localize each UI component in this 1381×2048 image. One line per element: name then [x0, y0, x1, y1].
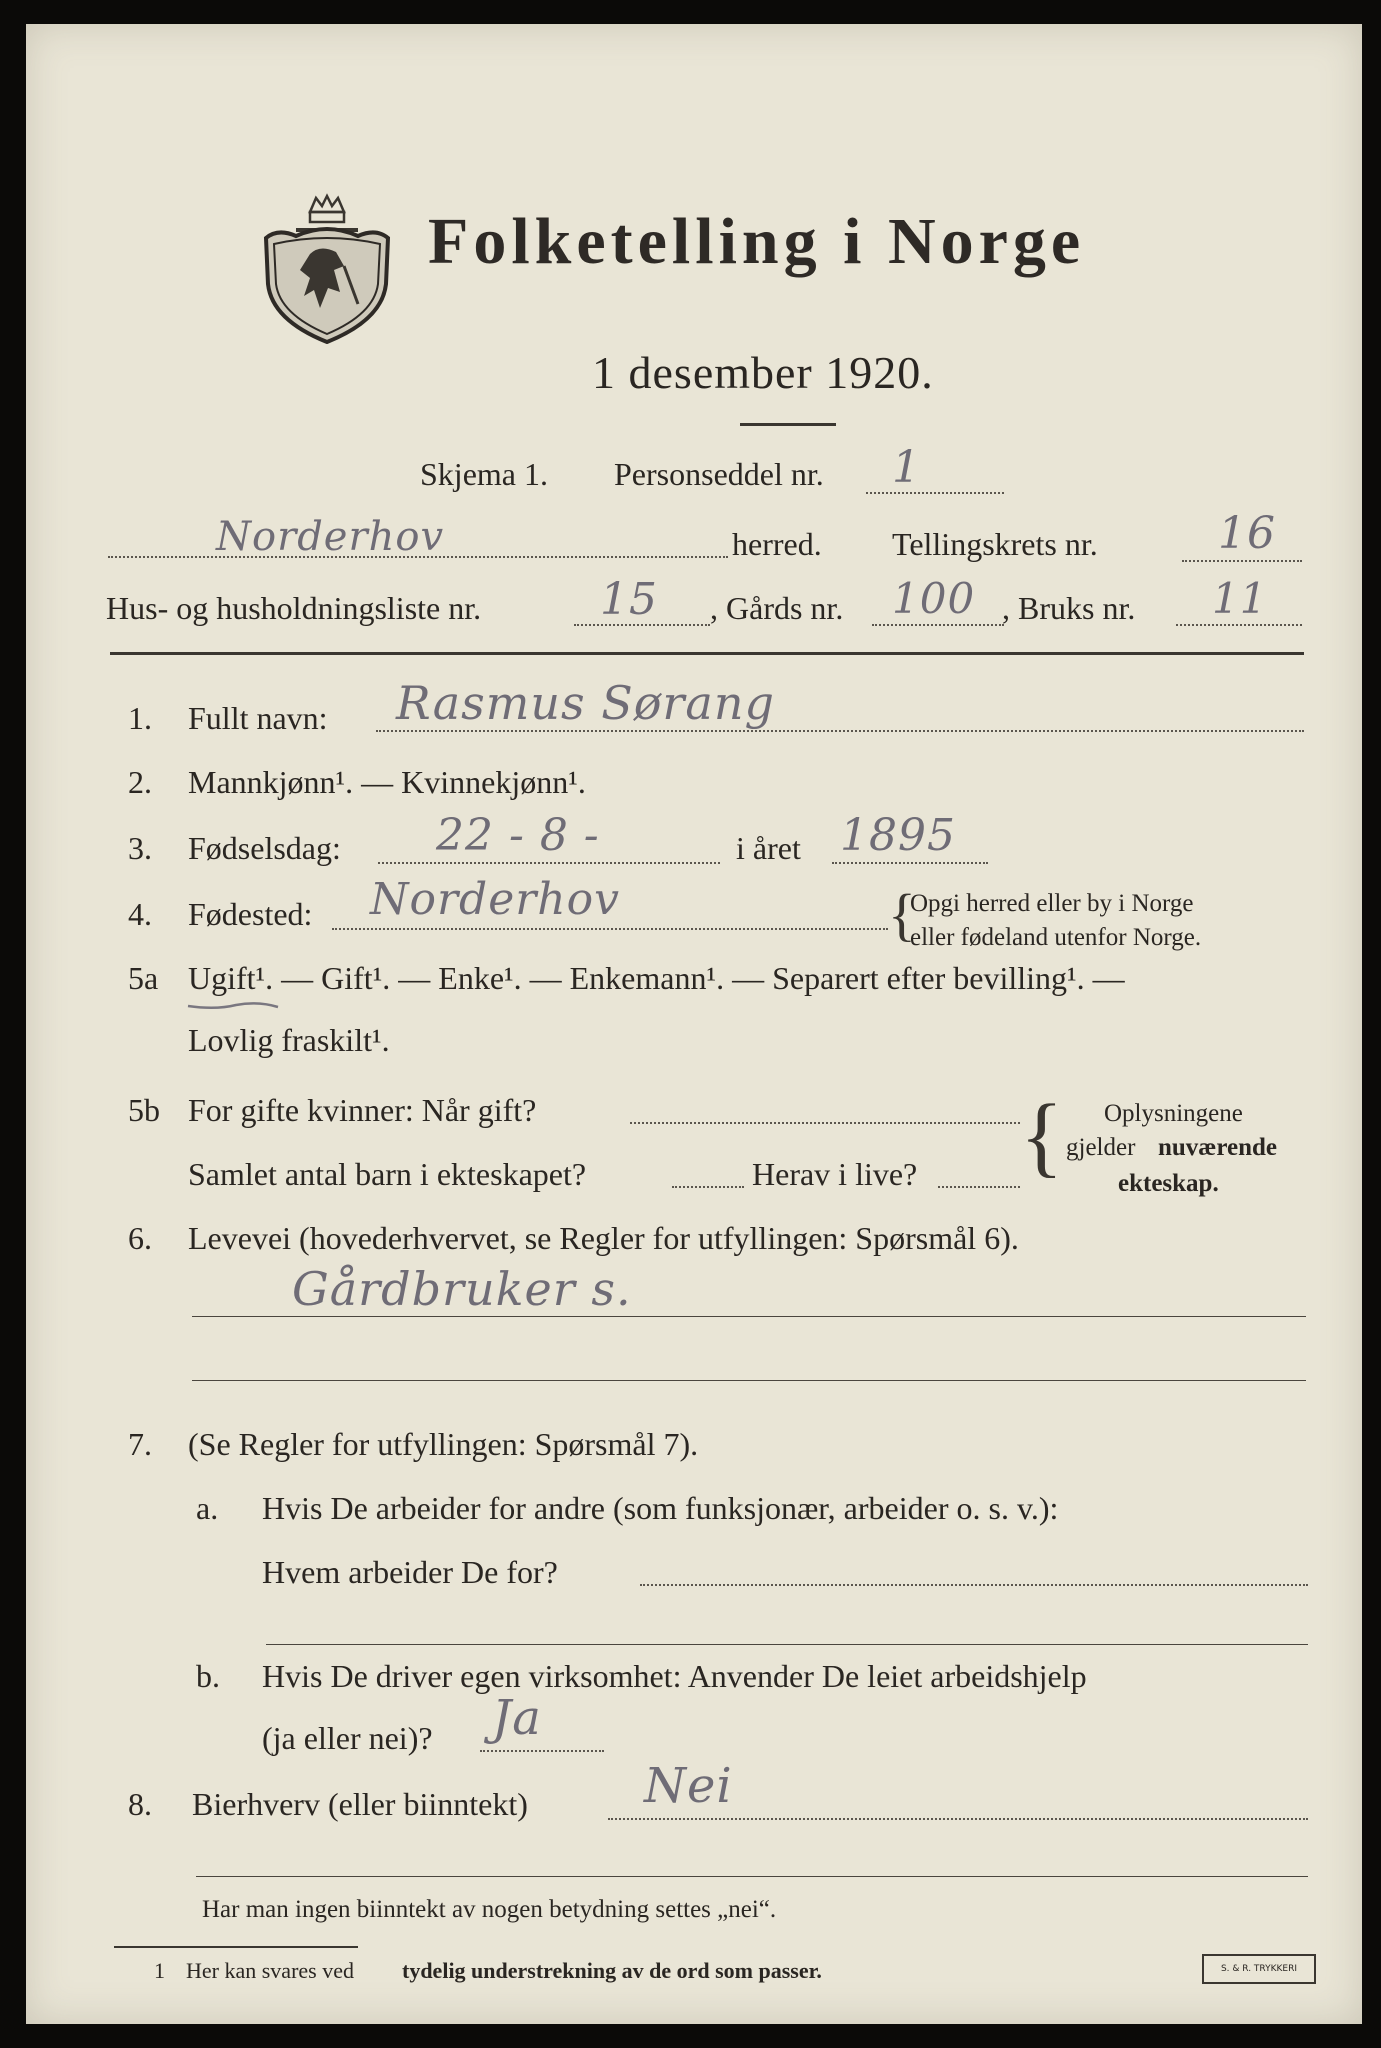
husliste-value: 15: [600, 574, 658, 625]
q7a-question: Hvis De arbeider for andre (som funksjonær, arbeider o. s. v.):: [262, 1490, 1059, 1526]
q4-label: Fødested:: [188, 896, 313, 932]
herred-label: herred.: [732, 526, 822, 562]
q5b-number: 5b: [128, 1092, 160, 1128]
birthday-field[interactable]: [378, 862, 720, 864]
gards-label: , Gårds nr.: [710, 590, 844, 626]
occupation-label: Levevei (hovederhvervet, se Regler for utfyllingen: Spørsmål 6).: [188, 1220, 1019, 1256]
marriage-note-line3: ekteskap.: [1118, 1170, 1219, 1197]
q7b-question: Hvis De driver egen virksomhet: Anvender De leiet arbeidshjelp: [262, 1658, 1087, 1694]
side-income-value: Nei: [644, 1758, 733, 1814]
tellingskrets-field[interactable]: [1182, 560, 1302, 562]
q2-number: 2.: [128, 764, 152, 800]
full-name-field[interactable]: [376, 730, 1304, 732]
hired-help-value: Ja: [492, 1690, 542, 1746]
footnote-divider: [114, 1946, 358, 1948]
gender-options: Mannkjønn¹. — Kvinnekjønn¹.: [188, 764, 586, 800]
gards-field[interactable]: [872, 624, 1004, 626]
footnote-text-bold: tydelig understrekning av de ord som passer.: [402, 1958, 822, 1983]
bruks-value: 11: [1212, 574, 1268, 623]
side-income-field[interactable]: [608, 1818, 1308, 1820]
birthplace-field[interactable]: [332, 928, 888, 930]
q4-number: 4.: [128, 896, 152, 932]
husliste-label: Hus- og husholdningsliste nr.: [106, 590, 482, 626]
title-divider: [740, 423, 836, 426]
birthplace-note-line2: eller fødeland utenfor Norge.: [910, 924, 1202, 951]
year-label: i året: [736, 830, 801, 866]
marriage-note-line2b: nuværende: [1158, 1134, 1278, 1161]
personseddel-field[interactable]: [866, 492, 1004, 494]
q8-number: 8.: [128, 1786, 152, 1822]
marriage-note-line2a: gjelder: [1066, 1134, 1136, 1161]
hired-help-label: (ja eller nei)?: [262, 1720, 433, 1756]
marriage-note-brace: {: [1020, 1087, 1064, 1186]
census-date: 1 desember 1920.: [592, 347, 934, 398]
occupation-field[interactable]: [192, 1316, 1306, 1317]
q5a-number: 5a: [128, 960, 159, 996]
norway-coat-of-arms-icon: [258, 192, 396, 344]
side-income-field-line2[interactable]: [196, 1876, 1308, 1877]
q3-number: 3.: [128, 830, 152, 866]
ugift-underline-mark: [186, 1000, 280, 1012]
printer-stamp: S. & R. TRYKKERI: [1202, 1954, 1316, 1984]
gards-value: 100: [892, 574, 976, 623]
side-income-label: Bierhverv (eller biinntekt): [192, 1786, 528, 1822]
children-total-label: Samlet antal barn i ekteskapet?: [188, 1156, 587, 1192]
note-brace: {: [888, 882, 916, 947]
page-title: Folketelling i Norge: [428, 205, 1086, 278]
bruks-field[interactable]: [1176, 624, 1302, 626]
birth-year-value: 1895: [840, 810, 956, 861]
children-alive-field[interactable]: [938, 1186, 1020, 1188]
footnote-mark: 1: [154, 1958, 165, 1983]
q1-number: 1.: [128, 700, 152, 736]
bruks-label: , Bruks nr.: [1002, 590, 1136, 626]
census-form-page: [26, 24, 1362, 2024]
side-income-note: Har man ingen biinntekt av nogen betydning settes „nei“.: [202, 1896, 777, 1923]
marriage-note-line1: Oplysningene: [1104, 1100, 1243, 1127]
personseddel-label: Personseddel nr.: [614, 456, 824, 492]
hired-help-field[interactable]: [480, 1750, 604, 1752]
children-total-field[interactable]: [672, 1186, 744, 1188]
occupation-field-line2[interactable]: [192, 1380, 1306, 1381]
full-name-value: Rasmus Sørang: [396, 676, 775, 730]
q7-number: 7.: [128, 1426, 152, 1462]
q7a-letter: a.: [196, 1490, 219, 1526]
employer-label: Hvem arbeider De for?: [262, 1554, 558, 1590]
personseddel-value: 1: [892, 442, 921, 493]
children-alive-label: Herav i live?: [752, 1156, 918, 1192]
birth-year-field[interactable]: [832, 862, 988, 864]
q3-label: Fødselsdag:: [188, 830, 341, 866]
tellingskrets-label: Tellingskrets nr.: [892, 526, 1098, 562]
q1-label: Fullt navn:: [188, 700, 328, 736]
marital-status-options: Ugift¹. — Gift¹. — Enke¹. — Enkemann¹. — Separert efter bevilling¹. —: [188, 960, 1125, 996]
occupation-value: Gårdbruker s.: [292, 1262, 632, 1316]
employer-field-line2[interactable]: [266, 1644, 1308, 1645]
married-when-field[interactable]: [630, 1122, 1020, 1124]
tellingskrets-value: 16: [1218, 508, 1276, 559]
footnote-text: Her kan svares ved: [186, 1958, 354, 1983]
employer-field[interactable]: [640, 1584, 1308, 1586]
q6-number: 6.: [128, 1220, 152, 1256]
marital-status-options-line2: Lovlig fraskilt¹.: [188, 1022, 390, 1058]
married-when-label: For gifte kvinner: Når gift?: [188, 1092, 537, 1128]
q7b-letter: b.: [196, 1658, 220, 1694]
birthplace-note-line1: Opgi herred eller by i Norge: [910, 890, 1194, 917]
birthday-value: 22 - 8 -: [436, 810, 600, 861]
herred-value: Norderhov: [216, 514, 445, 560]
skjema-label: Skjema 1.: [420, 456, 548, 492]
header-divider: [110, 652, 1304, 655]
q7-label: (Se Regler for utfyllingen: Spørsmål 7).: [188, 1426, 699, 1462]
birthplace-value: Norderhov: [370, 874, 620, 925]
